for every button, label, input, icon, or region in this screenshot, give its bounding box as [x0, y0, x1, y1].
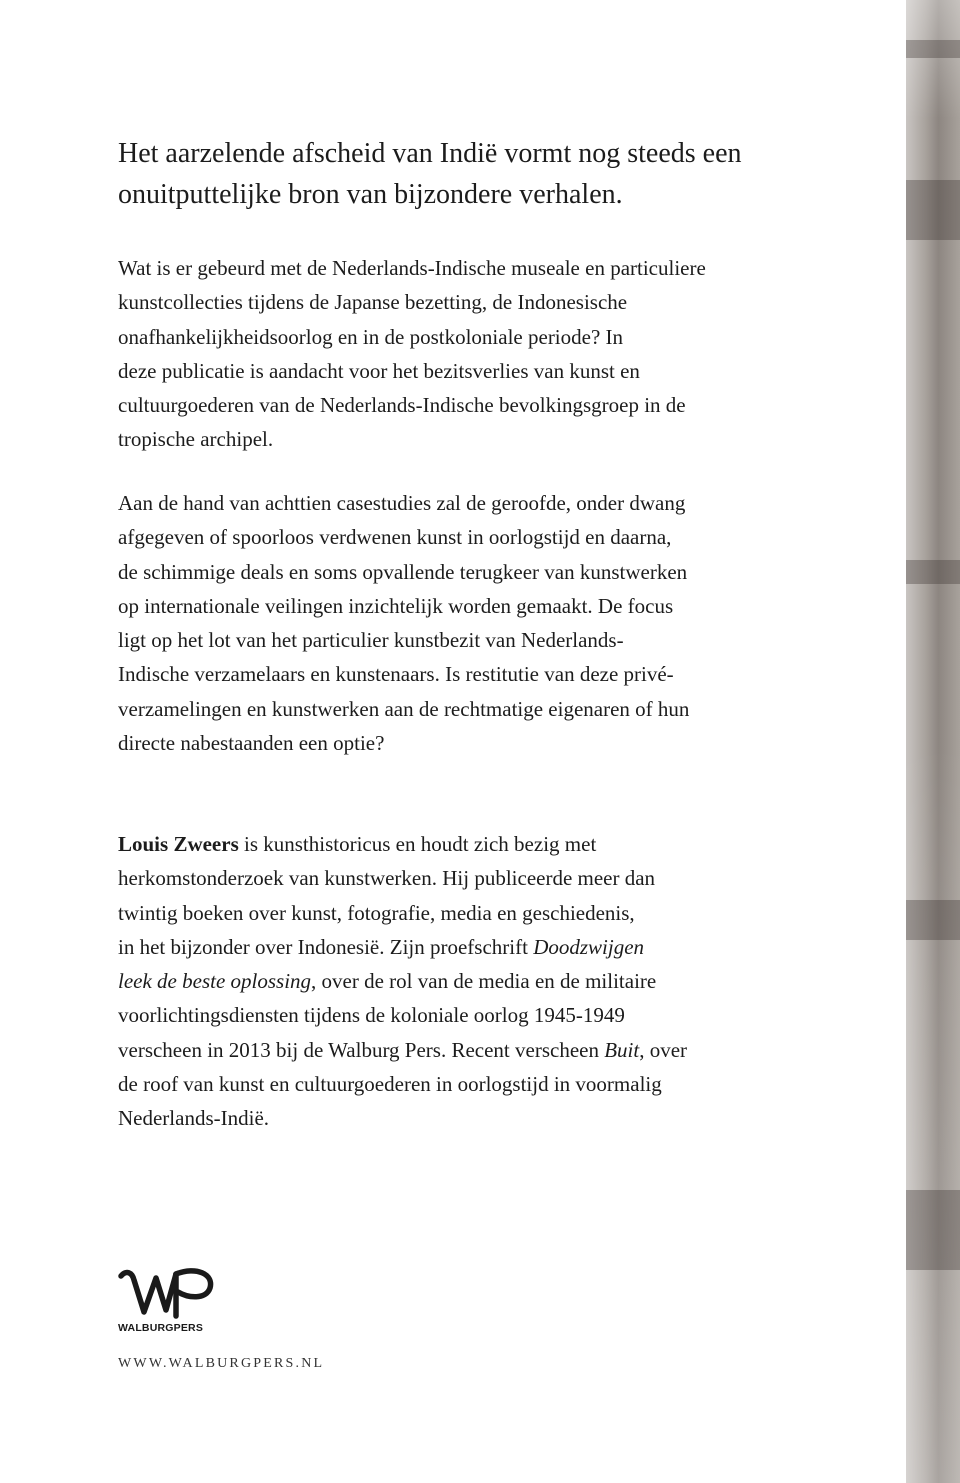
- wp-monogram-icon: [118, 1262, 218, 1320]
- photo-band: [906, 40, 960, 58]
- text-line: voorlichtingsdiensten tijdens de koloniale oorlog 1945-1949: [118, 1003, 625, 1028]
- photo-band: [906, 1190, 960, 1270]
- text-line: Nederlands-Indië.: [118, 1106, 270, 1131]
- author-bio: [118, 827, 818, 1136]
- text-line: afgegeven of spoorloos verdwenen kunst in oorlogstijd en daarna,: [118, 525, 672, 550]
- text-line: herkomstonderzoek van kunstwerken. Hij publiceerde meer dan: [118, 866, 656, 891]
- text-line: op internationale veilingen inzichtelijk worden gemaakt. De focus: [118, 593, 674, 618]
- text-line: de roof van kunst en cultuurgoederen in oorlogstijd in voormalig: [118, 1072, 662, 1097]
- text-line: , over: [639, 1037, 688, 1062]
- text-line: onafhankelijkheidsoorlog en in de postkoloniale periode? In: [118, 324, 624, 349]
- thesis-title: Doodzwijgen: [533, 934, 645, 959]
- photo-band: [906, 900, 960, 940]
- text-line: deze publicatie is aandacht voor het bezitsverlies van kunst en: [118, 358, 640, 383]
- cover-photo-edge: [906, 0, 960, 1483]
- paragraph-casestudies: [118, 486, 818, 760]
- text-line: is kunsthistoricus en houdt zich bezig met: [238, 832, 597, 856]
- publisher-name: WALBURGPERS: [118, 1322, 204, 1334]
- photo-band: [906, 560, 960, 584]
- text-line: tropische archipel.: [118, 427, 274, 452]
- text-line: Indische verzamelaars en kunstenaars. Is restitutie van deze privé-: [118, 662, 674, 687]
- text-line: , over de rol van de media en de militaire: [311, 969, 657, 994]
- text-line: Wat is er gebeurd met de Nederlands-Indische museale en particuliere: [118, 256, 706, 280]
- text-line: in het bijzonder over Indonesië. Zijn proefschrift: [118, 934, 534, 959]
- text-line: de schimmige deals en soms opvallende terugkeer van kunstwerken: [118, 559, 688, 584]
- book-title: Buit: [604, 1037, 640, 1062]
- walburg-pers-logo: [118, 1262, 228, 1344]
- photo-band: [906, 180, 960, 240]
- text-line: Aan de hand van achttien casestudies zal de geroofde, onder dwang: [118, 491, 686, 515]
- lead-statement: Het aarzelende afscheid van Indië vormt nog steeds een onuitputtelijke bron van bijzondere verhalen.: [118, 138, 742, 210]
- text-line: verscheen in 2013 bij de Walburg Pers. Recent verscheen: [118, 1037, 605, 1062]
- thesis-title: leek de beste oplossing: [118, 969, 312, 994]
- paragraph-collections: [118, 251, 818, 457]
- text-line: cultuurgoederen van de Nederlands-Indische bevolkingsgroep in de: [118, 393, 686, 418]
- text-line: directe nabestaanden een optie?: [118, 731, 385, 756]
- text-line: verzamelingen en kunstwerken aan de rechtmatige eigenaren of hun: [118, 696, 690, 721]
- author-name: Louis Zweers: [118, 832, 239, 856]
- text-line: twintig boeken over kunst, fotografie, media en geschiedenis,: [118, 900, 635, 925]
- publisher-website[interactable]: WWW.WALBURGPERS.NL: [118, 1356, 325, 1371]
- text-line: kunstcollecties tijdens de Japanse bezetting, de Indonesische: [118, 290, 628, 315]
- text-line: ligt op het lot van het particulier kunstbezit van Nederlands-: [118, 628, 624, 653]
